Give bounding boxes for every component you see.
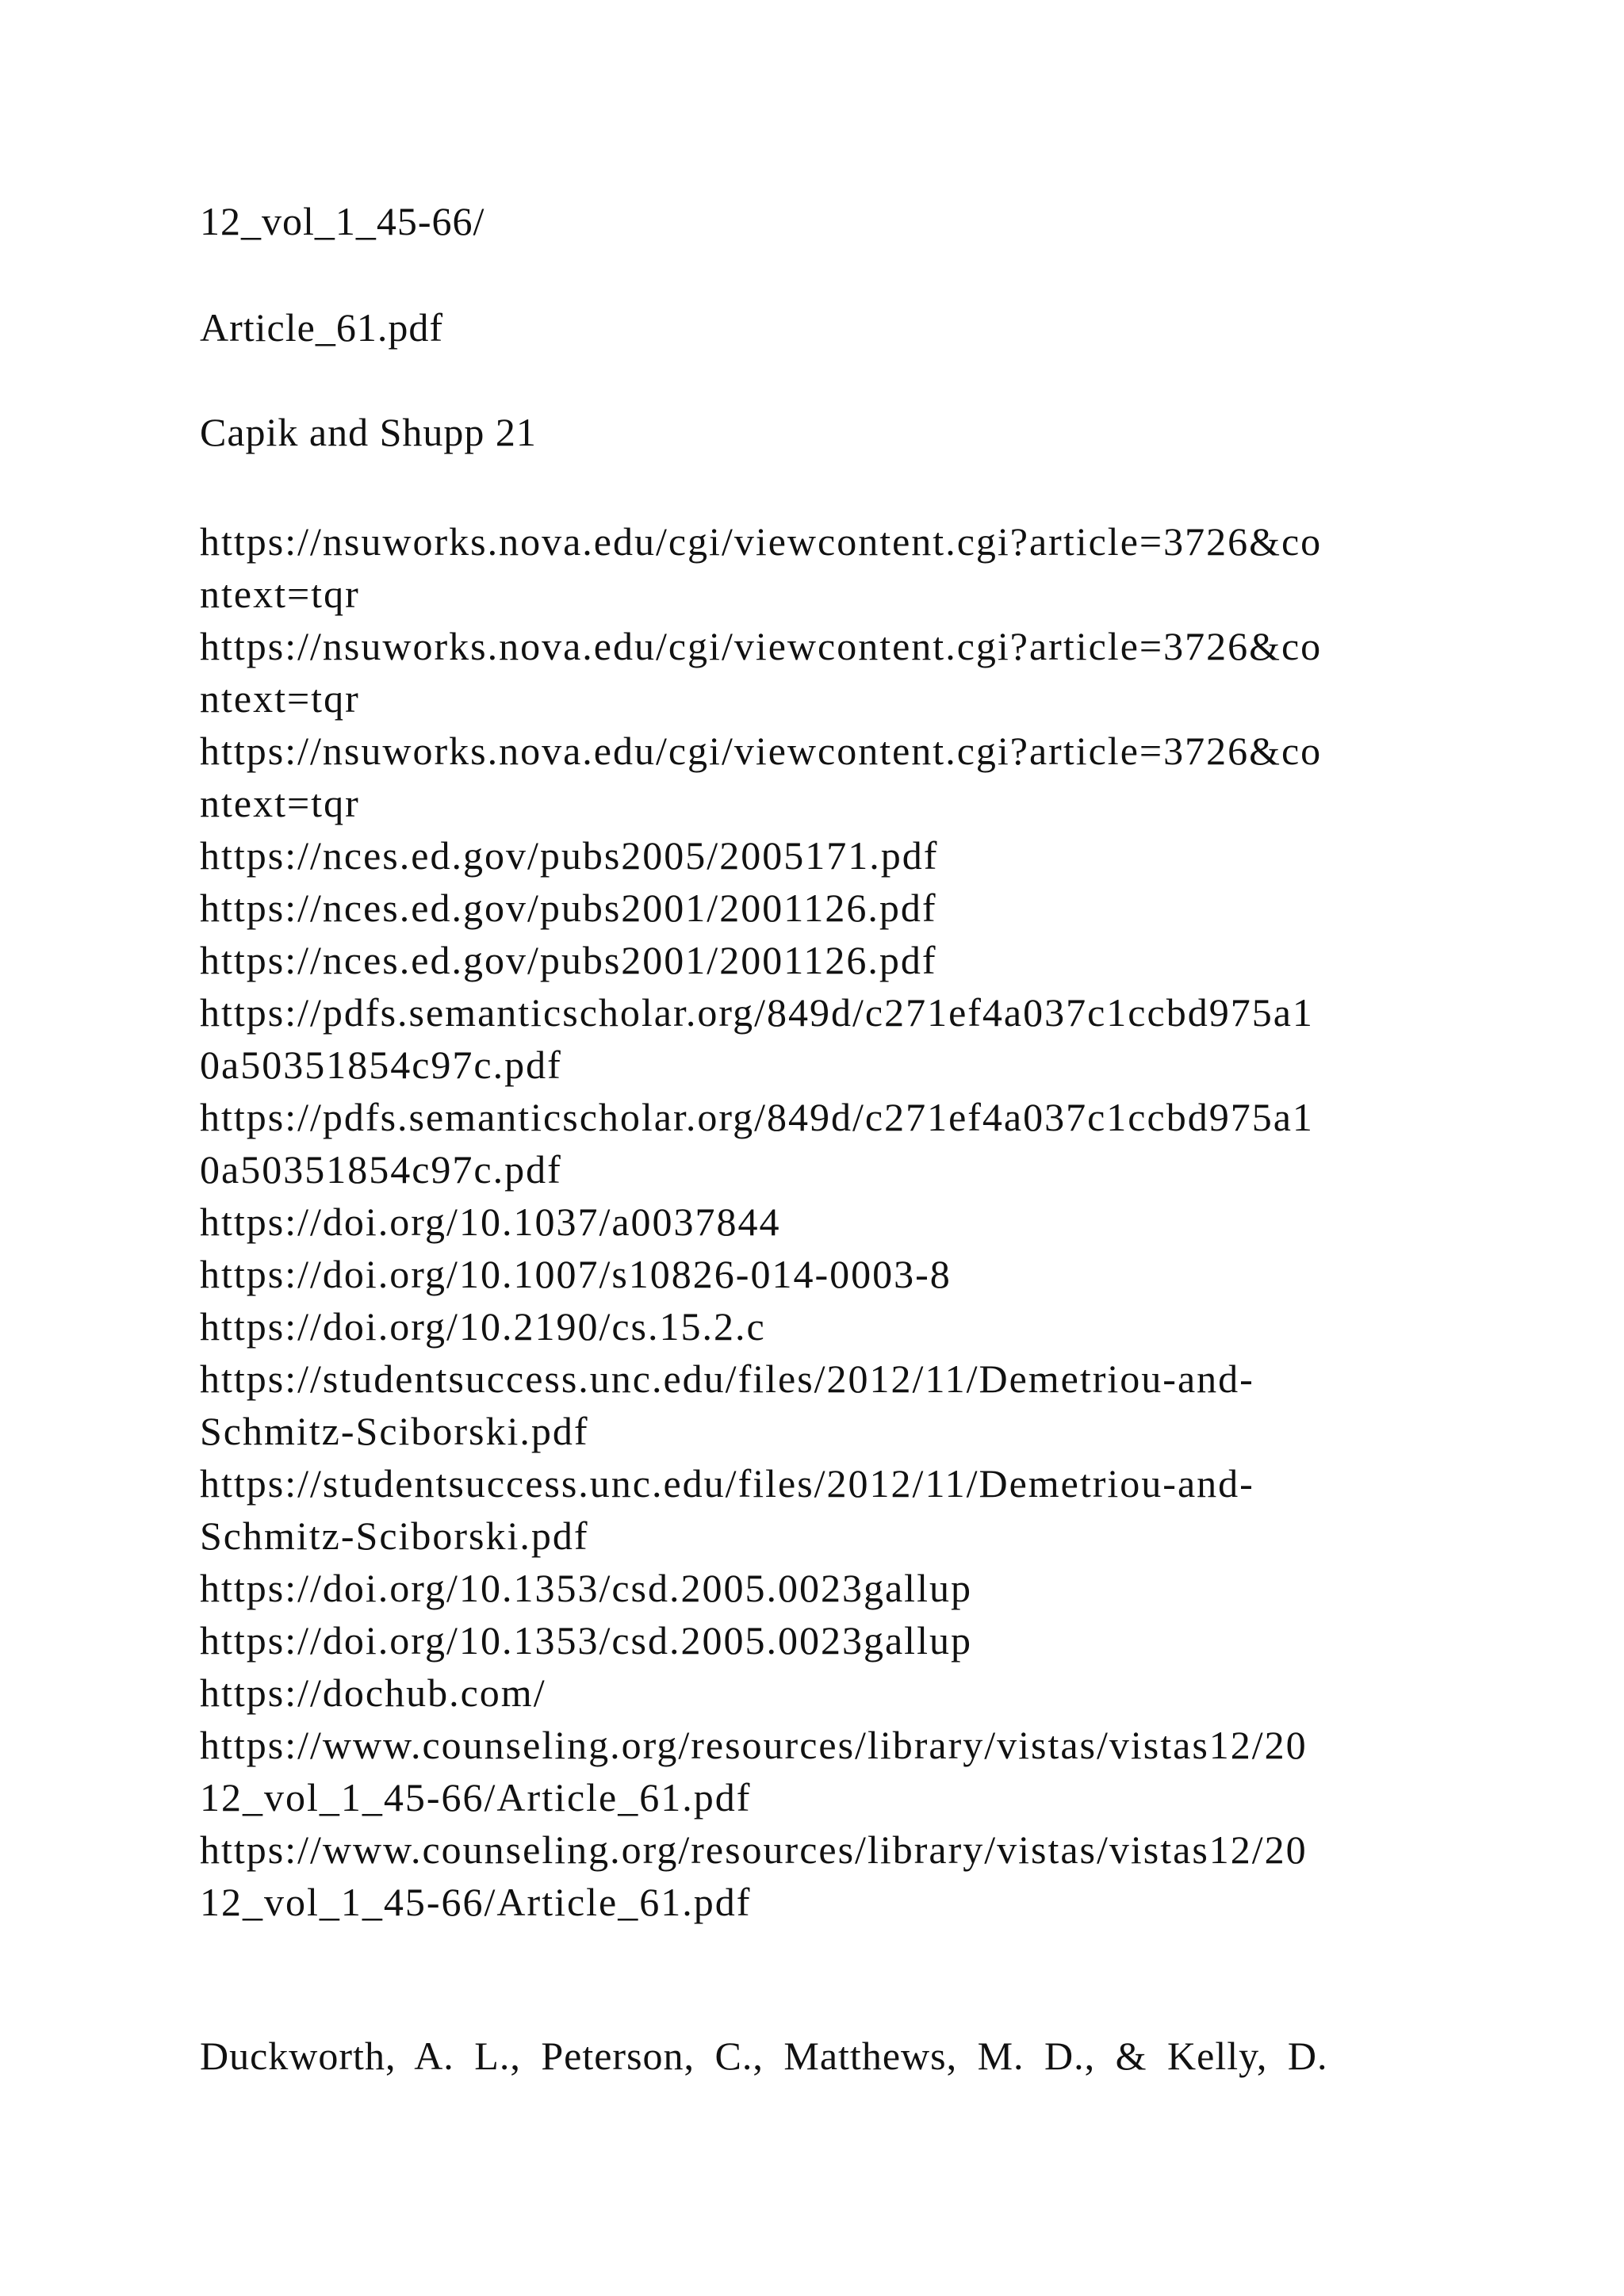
text-line: 12_vol_1_45-66/ <box>200 199 485 243</box>
text-line: Article_61.pdf <box>200 305 443 350</box>
url-link[interactable]: https://doi.org/10.1007/s10826-014-0003-8 <box>200 1252 952 1296</box>
url-link[interactable]: https://www.counseling.org/resources/library/vistas/vistas12/20 12_vol_1_45-66/Article_61.pdf <box>200 1827 1308 1924</box>
url-link[interactable]: https://nsuworks.nova.edu/cgi/viewcontent.cgi?article=3726&co ntext=tqr <box>200 624 1323 721</box>
url-link[interactable]: https://doi.org/10.1353/csd.2005.0023gallup <box>200 1566 972 1610</box>
url-link[interactable]: https://www.counseling.org/resources/library/vistas/vistas12/20 12_vol_1_45-66/Article_61.pdf <box>200 1723 1308 1820</box>
text-line: Capik and Shupp 21 <box>200 410 537 454</box>
url-link[interactable]: https://doi.org/10.2190/cs.15.2.c <box>200 1304 766 1349</box>
url-link[interactable]: https://nces.ed.gov/pubs2005/2005171.pdf <box>200 833 939 878</box>
url-link[interactable]: https://nsuworks.nova.edu/cgi/viewcontent.cgi?article=3726&co ntext=tqr <box>200 519 1323 616</box>
url-link[interactable]: https://doi.org/10.1353/csd.2005.0023gallup <box>200 1618 972 1663</box>
url-link[interactable]: https://dochub.com/ <box>200 1670 546 1715</box>
url-link[interactable]: https://nces.ed.gov/pubs2001/2001126.pdf <box>200 886 937 930</box>
url-link[interactable]: https://studentsuccess.unc.edu/files/2012/11/Demetriou-and- Schmitz-Sciborski.pdf <box>200 1461 1254 1558</box>
url-link[interactable]: https://pdfs.semanticscholar.org/849d/c271ef4a037c1ccbd975a1 0a50351854c97c.pdf <box>200 1095 1314 1192</box>
url-link[interactable]: https://studentsuccess.unc.edu/files/2012/11/Demetriou-and- Schmitz-Sciborski.pdf <box>200 1357 1254 1453</box>
url-link[interactable]: https://doi.org/10.1037/a0037844 <box>200 1200 781 1244</box>
url-link[interactable]: https://nces.ed.gov/pubs2001/2001126.pdf <box>200 938 937 982</box>
url-link[interactable]: https://nsuworks.nova.edu/cgi/viewcontent.cgi?article=3726&co ntext=tqr <box>200 729 1323 825</box>
url-link[interactable]: https://pdfs.semanticscholar.org/849d/c271ef4a037c1ccbd975a1 0a50351854c97c.pdf <box>200 990 1314 1087</box>
author-citation-line: Duckworth, A. L., Peterson, C., Matthews, M. D., & Kelly, D. <box>200 2034 1328 2078</box>
url-list <box>200 515 1469 1928</box>
